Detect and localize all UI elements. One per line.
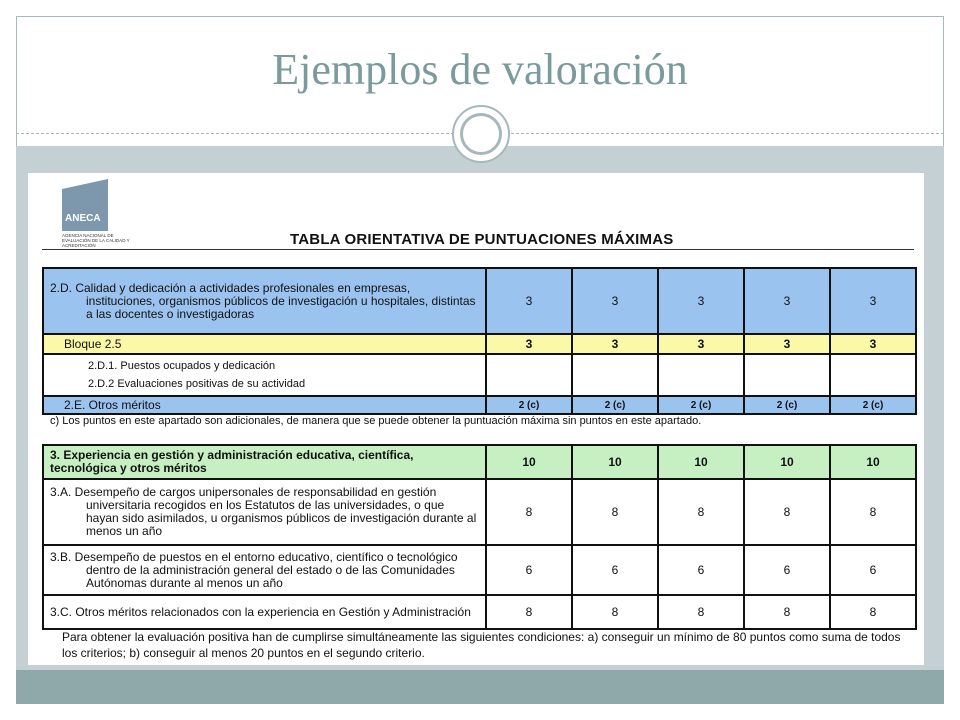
table-heading: TABLA ORIENTATIVA DE PUNTUACIONES MÁXIMAS (290, 231, 674, 248)
value-cell: 3 (486, 334, 572, 354)
value-cell: 8 (572, 479, 658, 545)
table-row (43, 334, 916, 354)
value-cell (572, 354, 658, 396)
value-cell: 8 (830, 479, 916, 545)
value-cell: 8 (744, 595, 830, 629)
value-cell (744, 354, 830, 396)
logo-text: ANECA (65, 213, 101, 224)
value-cell: 2 (c) (486, 396, 572, 414)
row-label: 3.C. Otros méritos relacionados con la experiencia en Gestión y Administración (50, 604, 471, 619)
row-label: Bloque 2.5 (43, 334, 486, 354)
row-label: 3. Experiencia en gestión y administración educativa, científica, tecnológica y otros méritos (43, 445, 486, 479)
value-cell: 6 (486, 545, 572, 595)
value-cell (486, 354, 572, 396)
value-cell: 6 (744, 545, 830, 595)
value-cell: 3 (830, 334, 916, 354)
table-row (43, 479, 916, 545)
value-cell: 10 (830, 445, 916, 479)
table-row (43, 354, 916, 396)
value-cell: 10 (658, 445, 744, 479)
value-cell: 8 (658, 479, 744, 545)
document-image (28, 173, 924, 665)
value-cell: 8 (486, 595, 572, 629)
value-cell: 2 (c) (658, 396, 744, 414)
logo-subtitle: AGENCIA NACIONAL DE EVALUACIÓN DE LA CALIDAD Y ACREDITACIÓN (62, 233, 130, 248)
value-cell: 3 (744, 268, 830, 334)
section-2-table (42, 267, 917, 415)
value-cell: 2 (c) (744, 396, 830, 414)
value-cell (830, 354, 916, 396)
footer-bar (16, 670, 944, 704)
value-cell: 10 (572, 445, 658, 479)
value-cell: 8 (486, 479, 572, 545)
value-cell: 6 (572, 545, 658, 595)
value-cell: 3 (658, 334, 744, 354)
value-cell: 8 (744, 479, 830, 545)
value-cell: 3 (744, 334, 830, 354)
section-2-note: c) Los puntos en este apartado son adicionales, de manera que se puede obtener la puntuación máxima sin puntos en este apartado. (50, 415, 702, 427)
value-cell: 10 (744, 445, 830, 479)
table-row (43, 268, 916, 334)
row-sublabel: 2.D.2 Evaluaciones positivas de su actividad (88, 378, 306, 390)
aneca-logo (62, 179, 108, 231)
value-cell (658, 354, 744, 396)
value-cell: 3 (830, 268, 916, 334)
table-row (43, 545, 916, 595)
row-sublabel: 2.D.1. Puestos ocupados y dedicación (88, 360, 276, 372)
slide-title: Ejemplos de valoración (272, 45, 688, 94)
value-cell: 6 (830, 545, 916, 595)
value-cell: 8 (658, 595, 744, 629)
value-cell: 3 (486, 268, 572, 334)
ornament-ring-icon (460, 113, 502, 155)
table-row (43, 396, 916, 414)
row-label: 2.D. Calidad y dedicación a actividades profesionales en empresas, instituciones, organismos públicos de investigación u hospitales, distintas a las docentes o investigadoras (50, 280, 476, 321)
row-label: 2.E. Otros méritos (43, 396, 486, 414)
value-cell: 3 (572, 334, 658, 354)
heading-rule (42, 249, 914, 250)
value-cell: 3 (572, 268, 658, 334)
row-label: 3.A. Desempeño de cargos unipersonales de responsabilidad en gestión universitaria recogidos en los Estatutos de las universidades, o que hayan sido asimilados, u organismos públicos de investigación durante al menos un año (50, 485, 477, 538)
section-3-note: Para obtener la evaluación positiva han de cumplirse simultáneamente las siguientes condiciones: a) conseguir un mínimo de 80 puntos como suma de todos los criterios; b) conseguir al menos 20 puntos en el segundo criterio. (62, 630, 901, 660)
value-cell: 8 (572, 595, 658, 629)
value-cell: 6 (658, 545, 744, 595)
row-label: 3.B. Desempeño de puestos en el entorno educativo, científico o tecnológico dentro de la administración general del estado o de las Comunidades Autónomas durante al menos un año (50, 549, 458, 590)
value-cell: 2 (c) (572, 396, 658, 414)
table-row (43, 595, 916, 629)
value-cell: 10 (486, 445, 572, 479)
value-cell: 8 (830, 595, 916, 629)
section-3-table (42, 444, 917, 630)
value-cell: 3 (658, 268, 744, 334)
value-cell: 2 (c) (830, 396, 916, 414)
table-row (43, 445, 916, 479)
